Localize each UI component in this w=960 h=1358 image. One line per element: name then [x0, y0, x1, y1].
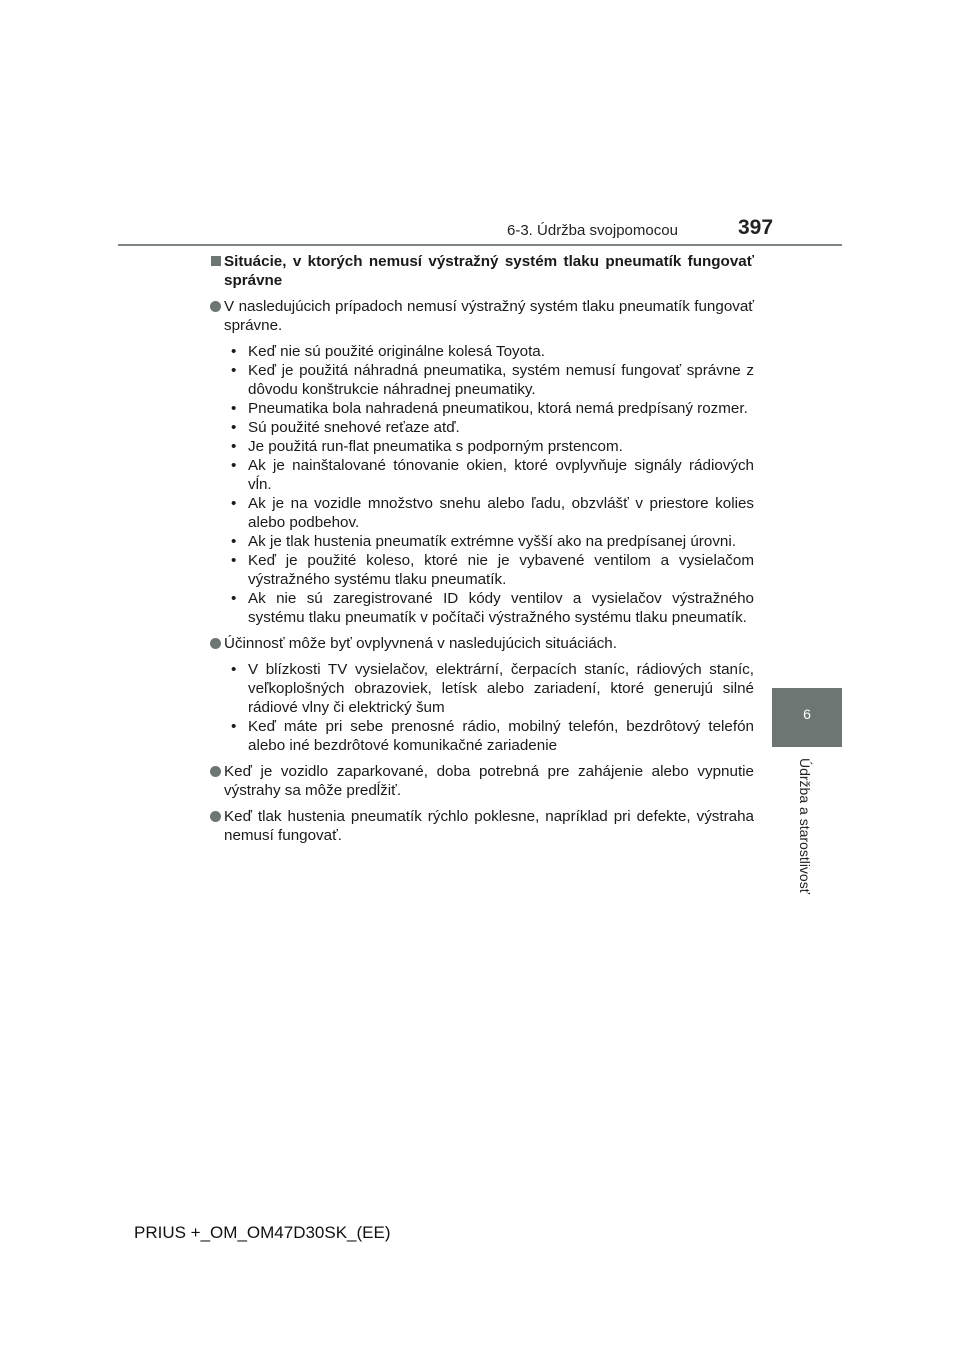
paragraph-4: [210, 807, 754, 845]
bullet-dot-icon: •: [231, 718, 237, 735]
bullet-dot-icon: •: [231, 419, 237, 436]
list-item: [210, 399, 754, 418]
bullet-dot-icon: •: [231, 495, 237, 512]
list-item-text: Sú použité snehové reťaze atď.: [248, 419, 460, 436]
list-item: [210, 660, 754, 717]
list-item-text: Ak je tlak hustenia pneumatík extrémne vyšší ako na predpísanej úrovni.: [248, 533, 736, 550]
list-interference: [210, 660, 754, 755]
list-item: [210, 361, 754, 399]
list-item: [210, 437, 754, 456]
paragraph-2: [210, 634, 754, 653]
list-item: [210, 532, 754, 551]
square-bullet-icon: [211, 256, 221, 266]
bullet-dot-icon: •: [231, 590, 237, 607]
bullet-dot-icon: •: [231, 438, 237, 455]
bullet-dot-icon: •: [231, 457, 237, 474]
document-code: PRIUS +_OM_OM47D30SK_(EE): [134, 1223, 391, 1242]
list-item: [210, 418, 754, 437]
list-item-text: Pneumatika bola nahradená pneumatikou, ktorá nemá predpísaný rozmer.: [248, 400, 748, 417]
list-item-text: Keď je použitá náhradná pneumatika, systém nemusí fungovať správne z dôvodu konštrukcie náhradnej pneumatiky.: [248, 362, 754, 398]
chapter-tab: [772, 688, 842, 747]
header-divider: [118, 244, 842, 246]
list-item-text: Ak nie sú zaregistrované ID kódy ventilov a vysielačov výstražného systému tlaku pneumatík v počítači výstražného systému tlaku pneumatík.: [248, 590, 754, 626]
list-item-text: Je použitá run-flat pneumatika s podporným prstencom.: [248, 438, 623, 455]
circle-bullet-icon: [210, 811, 221, 822]
list-item-text: Keď nie sú použité originálne kolesá Toyota.: [248, 343, 545, 360]
list-item: [210, 456, 754, 494]
page-number: 397: [738, 216, 774, 239]
list-item-text: Keď máte pri sebe prenosné rádio, mobilný telefón, bezdrôtový telefón alebo iné bezdrôtové komunikačné zariadenie: [248, 718, 754, 754]
paragraph-3: [210, 762, 754, 800]
list-item: [210, 342, 754, 361]
list-item-text: Ak je na vozidle množstvo snehu alebo ľadu, obzvlášť v priestore kolies alebo podbehov.: [248, 495, 754, 531]
bullet-dot-icon: •: [231, 533, 237, 550]
list-item-text: V blízkosti TV vysielačov, elektrární, čerpacích staníc, rádiových staníc, veľkoplošných obrazoviek, letísk alebo zariadení, ktoré generujú silné rádiové vlny či elektrický šum: [248, 661, 754, 716]
bullet-dot-icon: •: [231, 661, 237, 678]
section-title: 6-3. Údržba svojpomocou: [507, 222, 678, 239]
paragraph-4-text: Keď tlak hustenia pneumatík rýchlo poklesne, napríklad pri defekte, výstraha nemusí fungovať.: [224, 808, 754, 844]
bullet-dot-icon: •: [231, 343, 237, 360]
chapter-label: Údržba a starostlivosť: [797, 758, 813, 894]
paragraph-2-text: Účinnosť môže byť ovplyvnená v nasledujúcich situáciách.: [224, 635, 617, 652]
bullet-dot-icon: •: [231, 552, 237, 569]
circle-bullet-icon: [210, 301, 221, 312]
list-situations: [210, 342, 754, 627]
list-item-text: Ak je nainštalované tónovanie okien, ktoré ovplyvňuje signály rádiových vĺn.: [248, 457, 754, 493]
list-item: [210, 589, 754, 627]
paragraph-1-text: V nasledujúcich prípadoch nemusí výstražný systém tlaku pneumatík fungovať správne.: [224, 298, 754, 334]
circle-bullet-icon: [210, 638, 221, 649]
list-item: [210, 494, 754, 532]
bullet-dot-icon: •: [231, 362, 237, 379]
paragraph-1: [210, 297, 754, 335]
main-content: [210, 252, 754, 852]
chapter-number: 6: [803, 706, 811, 722]
list-item: [210, 551, 754, 589]
circle-bullet-icon: [210, 766, 221, 777]
list-item-text: Keď je použité koleso, ktoré nie je vybavené ventilom a vysielačom výstražného systému tlaku pneumatík.: [248, 552, 754, 588]
section-heading: [210, 252, 754, 290]
paragraph-3-text: Keď je vozidlo zaparkované, doba potrebná pre zahájenie alebo vypnutie výstrahy sa môže predĺžiť.: [224, 763, 754, 799]
section-heading-text: Situácie, v ktorých nemusí výstražný systém tlaku pneumatík fungovať správne: [224, 253, 754, 289]
bullet-dot-icon: •: [231, 400, 237, 417]
list-item: [210, 717, 754, 755]
